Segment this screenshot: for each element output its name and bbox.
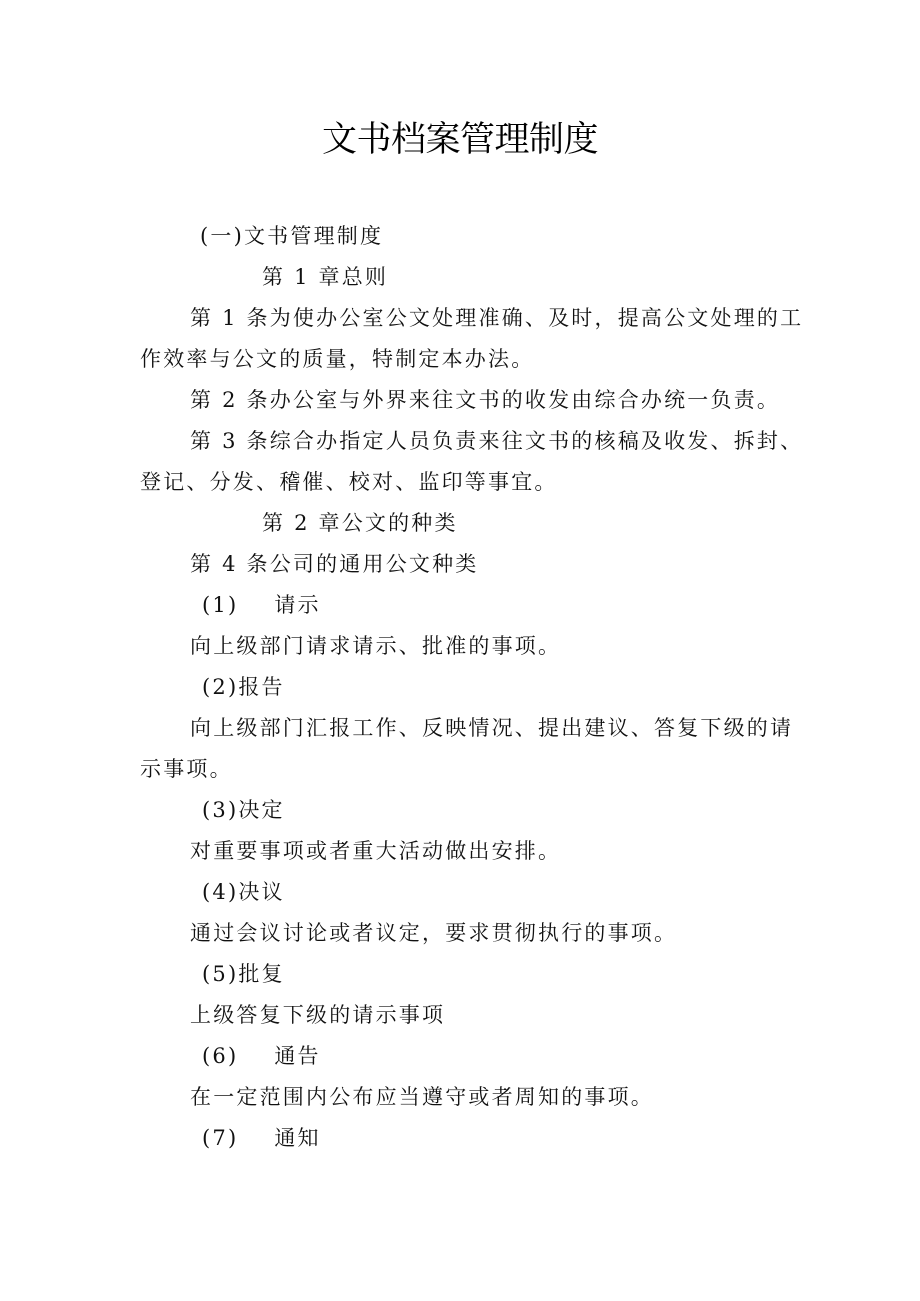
chapter-heading: 第 2 章公文的种类	[262, 511, 458, 535]
section-heading: (一)文书管理制度	[200, 224, 384, 248]
list-item-heading	[202, 1123, 321, 1153]
list-item-name: 批复	[238, 962, 285, 986]
list-item-number: (5)	[202, 962, 239, 986]
article-text: 第 4 条公司的通用公文种类	[190, 552, 479, 576]
list-item-description: 对重要事项或者重大活动做出安排。	[190, 839, 562, 863]
list-item-heading	[202, 877, 285, 907]
list-item-heading	[202, 795, 285, 825]
list-item-name: 请示	[274, 593, 321, 617]
list-item-name: 决定	[238, 798, 285, 822]
list-item-description: 在一定范围内公布应当遵守或者周知的事项。	[190, 1085, 654, 1109]
list-item-number: (3)	[202, 798, 239, 822]
list-item-description: 通过会议讨论或者议定，要求贯彻执行的事项。	[190, 921, 678, 945]
article-text: 第 1 条为使办公室公文处理准确、及时，提高公文处理的工	[190, 306, 804, 330]
list-item-description: 上级答复下级的请示事项	[190, 1003, 446, 1027]
chapter-heading: 第 1 章总则	[262, 265, 389, 289]
document-title: 文书档案管理制度	[321, 120, 598, 160]
list-item-number: (6)	[202, 1044, 239, 1068]
list-item-name: 报告	[238, 675, 285, 699]
list-item-number: (4)	[202, 880, 239, 904]
article-text: 第 2 条办公室与外界来往文书的收发由综合办统一负责。	[190, 388, 781, 412]
list-item-heading	[202, 959, 285, 989]
list-item-description: 示事项。	[140, 757, 233, 781]
list-item-name: 决议	[238, 880, 285, 904]
list-item-number: (7)	[202, 1126, 239, 1150]
list-item-description: 向上级部门请求请示、批准的事项。	[190, 634, 562, 658]
list-item-name: 通告	[274, 1044, 321, 1068]
list-item-name: 通知	[274, 1126, 321, 1150]
list-item-description: 向上级部门汇报工作、反映情况、提出建议、答复下级的请	[190, 716, 794, 740]
article-text: 登记、分发、稽催、校对、监印等事宜。	[140, 470, 558, 494]
article-text: 作效率与公文的质量，特制定本办法。	[140, 347, 535, 371]
article-text: 第 3 条综合办指定人员负责来往文书的核稿及收发、拆封、	[190, 429, 804, 453]
list-item-number: (2)	[202, 675, 239, 699]
list-item-heading	[202, 1041, 321, 1071]
list-item-heading	[202, 672, 285, 702]
list-item-heading	[202, 590, 321, 620]
list-item-number: (1)	[202, 593, 239, 617]
